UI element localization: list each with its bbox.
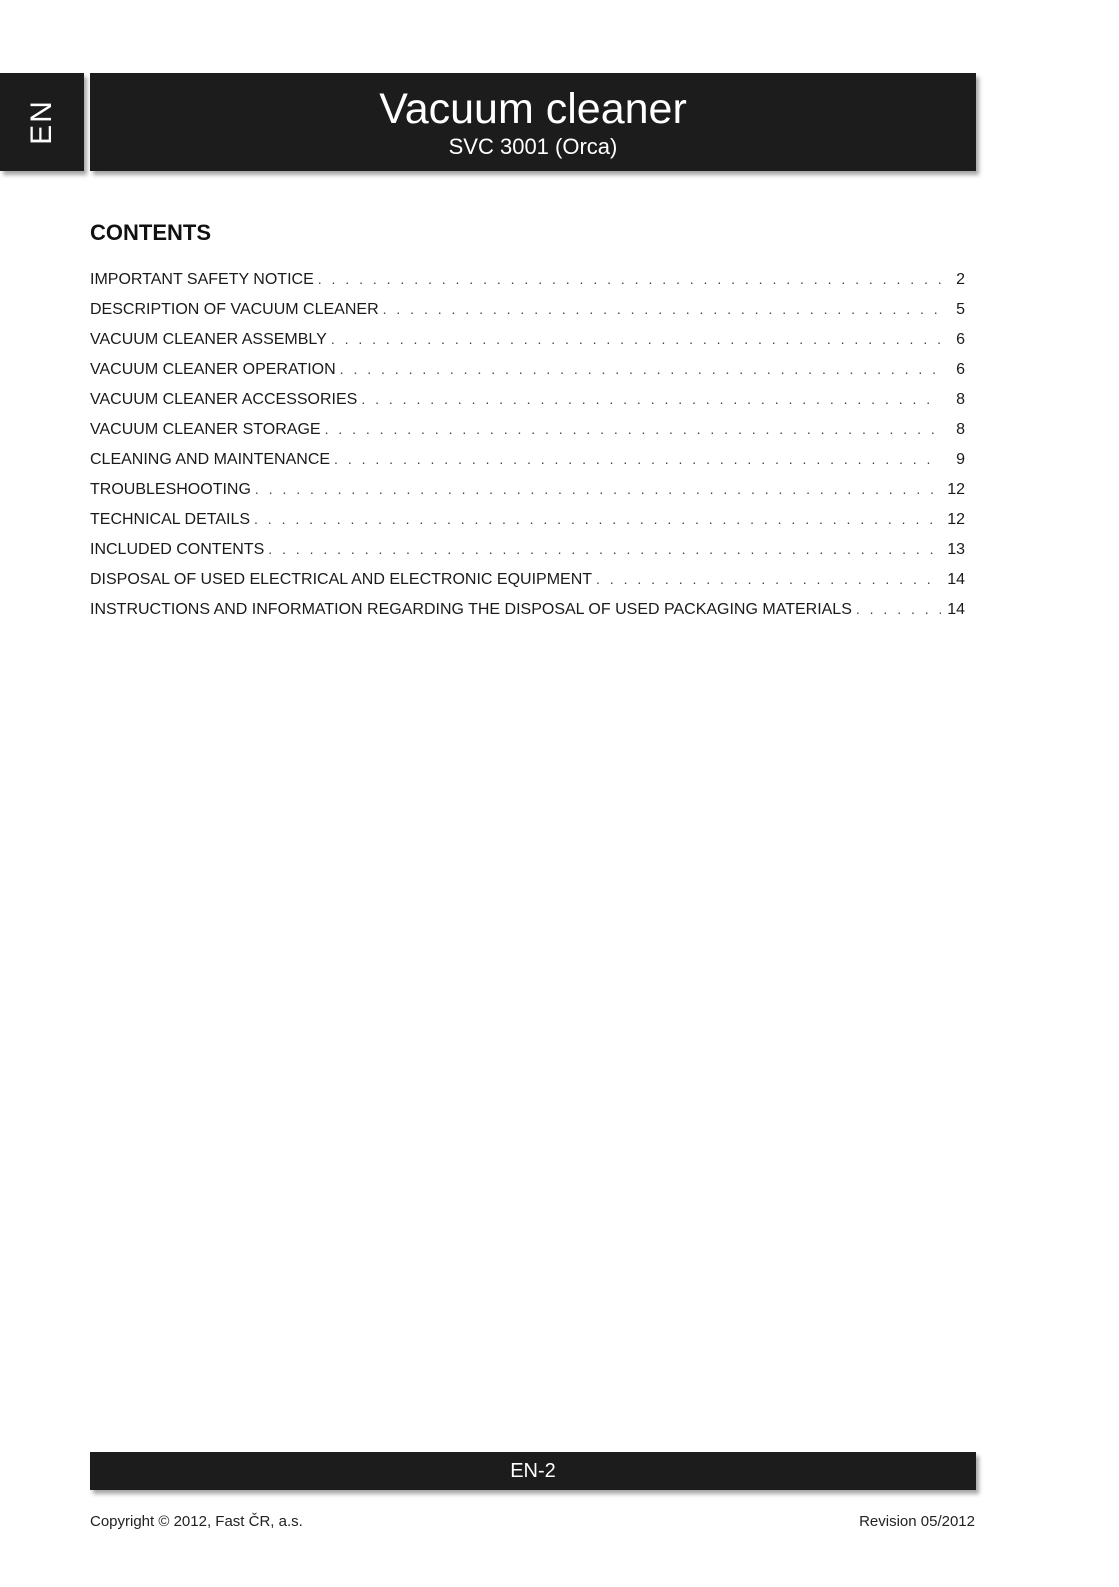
- page-number: EN-2: [510, 1460, 556, 1482]
- toc-dot-leader: [255, 474, 941, 504]
- toc-entry-title: IMPORTANT SAFETY NOTICE: [90, 271, 314, 288]
- toc-entry[interactable]: [90, 444, 965, 474]
- toc-dot-leader: [254, 504, 941, 534]
- toc-entry-title: INCLUDED CONTENTS: [90, 541, 265, 558]
- toc-entry[interactable]: [90, 384, 965, 414]
- toc-entry-page: 8: [956, 421, 965, 438]
- toc-entry[interactable]: [90, 264, 965, 294]
- toc-entry[interactable]: [90, 504, 965, 534]
- header-bar: [90, 73, 976, 171]
- model-subtitle: SVC 3001 (Orca): [448, 134, 618, 159]
- contents-heading: CONTENTS: [90, 220, 211, 245]
- toc-entry-page: 14: [947, 601, 965, 618]
- toc-entry[interactable]: [90, 294, 965, 324]
- toc-entry-title: INSTRUCTIONS AND INFORMATION REGARDING THE DISPOSAL OF USED PACKAGING MATERIALS: [90, 601, 852, 618]
- toc-entry-title: CLEANING AND MAINTENANCE: [90, 451, 331, 468]
- revision-label: Revision 05/2012: [859, 1513, 975, 1530]
- toc-dot-leader: [361, 384, 941, 414]
- toc-entry-page: 12: [947, 511, 965, 528]
- toc-entry-page: 6: [956, 361, 965, 378]
- toc-dot-leader: [334, 444, 941, 474]
- toc-entry-title: VACUUM CLEANER OPERATION: [90, 361, 336, 378]
- toc-entry-title: TECHNICAL DETAILS: [90, 511, 251, 528]
- table-of-contents: [90, 264, 965, 624]
- toc-entry-title: DISPOSAL OF USED ELECTRICAL AND ELECTRONIC EQUIPMENT: [90, 571, 593, 588]
- toc-entry-page: 14: [947, 571, 965, 588]
- toc-entry[interactable]: [90, 564, 965, 594]
- toc-entry[interactable]: [90, 414, 965, 444]
- toc-entry-page: 12: [947, 481, 965, 498]
- toc-entry-title: DESCRIPTION OF VACUUM CLEANER: [90, 301, 379, 318]
- toc-dot-leader: [318, 264, 941, 294]
- language-tab-label: EN: [25, 99, 58, 145]
- document-title: Vacuum cleaner: [379, 85, 687, 133]
- toc-entry-page: 5: [956, 301, 965, 318]
- toc-entry-page: 13: [947, 541, 965, 558]
- toc-dot-leader: [340, 354, 941, 384]
- toc-entry[interactable]: [90, 324, 965, 354]
- toc-entry-title: VACUUM CLEANER STORAGE: [90, 421, 321, 438]
- toc-entry-page: 9: [956, 451, 965, 468]
- toc-entry[interactable]: [90, 594, 965, 624]
- toc-entry-title: VACUUM CLEANER ACCESSORIES: [90, 391, 358, 408]
- toc-entry-page: 8: [956, 391, 965, 408]
- toc-entry[interactable]: [90, 354, 965, 384]
- toc-entry-page: 6: [956, 331, 965, 348]
- toc-entry[interactable]: [90, 534, 965, 564]
- page-number-bar: [90, 1452, 976, 1490]
- toc-dot-leader: [856, 594, 941, 624]
- copyright-notice: Copyright © 2012, Fast ČR, a.s.: [90, 1513, 303, 1530]
- language-tab: [0, 73, 84, 171]
- toc-dot-leader: [331, 324, 941, 354]
- toc-entry-title: TROUBLESHOOTING: [90, 481, 251, 498]
- toc-dot-leader: [325, 414, 941, 444]
- toc-entry-page: 2: [956, 271, 965, 288]
- toc-entry[interactable]: [90, 474, 965, 504]
- toc-dot-leader: [383, 294, 941, 324]
- toc-entry-title: VACUUM CLEANER ASSEMBLY: [90, 331, 327, 348]
- toc-dot-leader: [268, 534, 941, 564]
- toc-dot-leader: [596, 564, 941, 594]
